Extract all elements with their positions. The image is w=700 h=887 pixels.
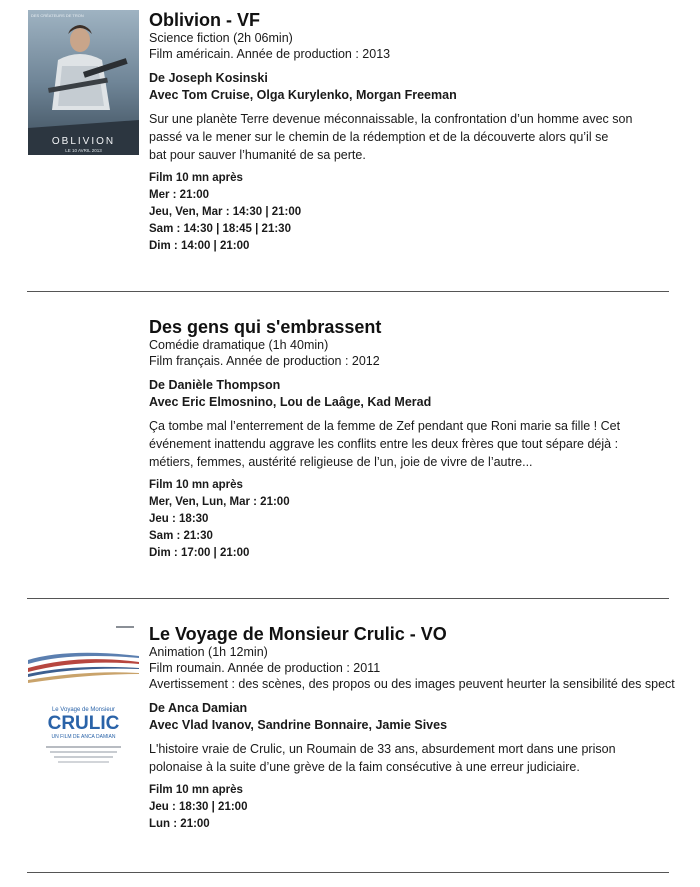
showtime-line: Sam : 14:30 | 18:45 | 21:30 xyxy=(149,223,291,235)
synopsis-line: polonaise à la suite d’une grève de la faim consécutive à une erreur judiciaire. xyxy=(149,760,580,774)
showtime-line: Dim : 14:00 | 21:00 xyxy=(149,240,250,252)
synopsis-line: passé va le mener sur le chemin de la rédemption et de la découverte alors qu’il se xyxy=(149,130,609,144)
showtime-line: Mer, Ven, Lun, Mar : 21:00 xyxy=(149,496,290,508)
showtime-note: Film 10 mn après xyxy=(149,784,243,796)
movie-production: Film roumain. Année de production : 2011 xyxy=(149,661,381,675)
movie-info xyxy=(149,317,700,562)
poster-oblivion[interactable] xyxy=(28,10,139,155)
poster-crulic-sub-text: UN FILM DE ANCA DAMIAN xyxy=(51,734,116,740)
movie-title[interactable]: Le Voyage de Monsieur Crulic - VO xyxy=(149,624,447,644)
movie-showtimes xyxy=(149,477,700,562)
movie-synopsis xyxy=(149,110,700,164)
movie-title[interactable]: Oblivion - VF xyxy=(149,10,260,30)
synopsis-line: bat pour sauver l’humanité de sa perte. xyxy=(149,148,366,162)
movie-genre: Animation (1h 12min) xyxy=(149,645,268,659)
movie-director: De Joseph Kosinski xyxy=(149,71,268,85)
movie-title[interactable]: Des gens qui s'embrassent xyxy=(149,317,382,337)
movie-synopsis xyxy=(149,740,700,776)
poster-crulic[interactable] xyxy=(28,624,139,770)
movie-showtimes xyxy=(149,782,700,833)
movie-genre: Science fiction (2h 06min) xyxy=(149,31,293,45)
poster-oblivion-top-text: DES CRÉATEURS DE TRON xyxy=(31,13,84,18)
poster-crulic-title-text: CRULIC xyxy=(47,713,120,734)
divider xyxy=(27,291,669,292)
movie-info xyxy=(149,624,700,833)
showtime-line: Dim : 17:00 | 21:00 xyxy=(149,547,250,559)
showtime-line: Lun : 21:00 xyxy=(149,818,210,830)
showtime-line: Jeu, Ven, Mar : 14:30 | 21:00 xyxy=(149,206,302,218)
showtime-line: Mer : 21:00 xyxy=(149,189,210,201)
synopsis-line: métiers, femmes, austérité religieuse de l’un, joie de vivre de l’autre... xyxy=(149,455,533,469)
movie-genre: Comédie dramatique (1h 40min) xyxy=(149,338,329,352)
movie-showtimes xyxy=(149,170,700,255)
movie-director: De Anca Damian xyxy=(149,701,248,715)
synopsis-line: Sur une planète Terre devenue méconnaissable, la confrontation d’un homme avec son xyxy=(149,112,633,126)
movie-production: Film français. Année de production : 2012 xyxy=(149,354,380,368)
movie-cast: Avec Tom Cruise, Olga Kurylenko, Morgan Freeman xyxy=(149,88,457,102)
poster-oblivion-title-text: OBLIVION xyxy=(51,136,116,147)
showtime-line: Sam : 21:30 xyxy=(149,530,213,542)
showtime-note: Film 10 mn après xyxy=(149,172,243,184)
movie-synopsis xyxy=(149,417,700,471)
showtime-note: Film 10 mn après xyxy=(149,479,243,491)
movie-cast: Avec Vlad Ivanov, Sandrine Bonnaire, Jamie Sives xyxy=(149,718,448,732)
movie-production: Film américain. Année de production : 2013 xyxy=(149,47,391,61)
synopsis-line: événement inattendu aggrave les conflits entre les deux frères que tout sépare déjà : xyxy=(149,437,619,451)
divider xyxy=(27,872,669,873)
movie-warning: Avertissement : des scènes, des propos ou des images peuvent heurter la sensibilité des spect xyxy=(149,677,675,691)
poster-crulic-top-text: Le Voyage de Monsieur xyxy=(51,707,116,713)
poster-oblivion-date-text: LE 10 AVRIL 2013 xyxy=(65,148,102,153)
synopsis-line: Ça tombe mal l’enterrement de la femme de Zef pendant que Roni marie sa fille ! Cet xyxy=(149,419,621,433)
showtime-line: Jeu : 18:30 | 21:00 xyxy=(149,801,248,813)
synopsis-line: L'histoire vraie de Crulic, un Roumain de 33 ans, absurdement mort dans une prison xyxy=(149,742,616,756)
movie-cast: Avec Eric Elmosnino, Lou de Laâge, Kad Merad xyxy=(149,395,432,409)
divider xyxy=(27,598,669,599)
showtime-line: Jeu : 18:30 xyxy=(149,513,209,525)
movie-director: De Danièle Thompson xyxy=(149,378,281,392)
movie-info xyxy=(149,10,700,255)
